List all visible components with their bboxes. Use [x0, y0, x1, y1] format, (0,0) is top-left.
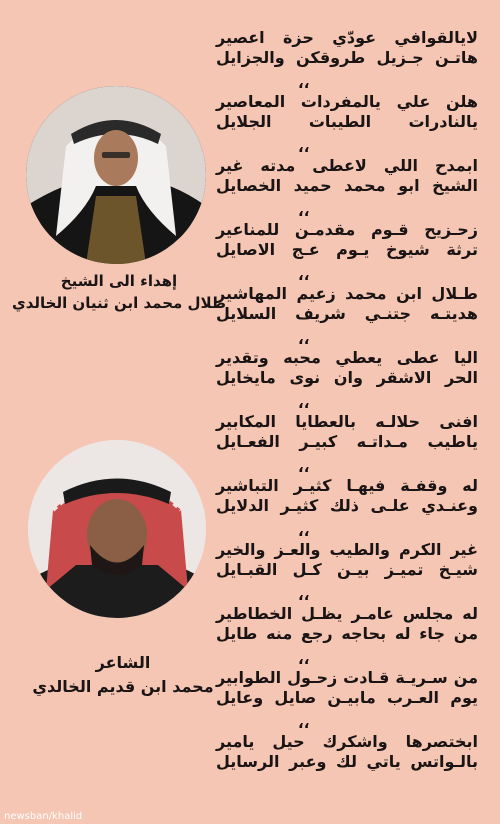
verse-line: يوم العـرب مابيـن صايل وعايل — [216, 688, 478, 707]
verse — [216, 266, 478, 348]
poet-caption — [18, 651, 228, 699]
verse — [216, 522, 478, 604]
verse-line: ياطيب مـداتـه كبيـر الفعـايل — [216, 432, 478, 451]
verse — [216, 650, 478, 732]
verse-line: هاتـن جـزيل طروقكن والجزايل — [216, 48, 478, 67]
verse-line: الشيخ ابو محمد حميد الخصايل — [216, 176, 478, 195]
verse-separator: ،، — [298, 714, 310, 732]
verse-line: ترثة شيوخ يـوم عـج الاصايل — [216, 240, 478, 259]
verse-separator: ،، — [298, 522, 310, 540]
poem — [216, 28, 478, 796]
verse-separator: ،، — [298, 202, 310, 220]
verse — [216, 138, 478, 220]
poet-title: الشاعر — [95, 653, 151, 672]
verse-separator: ،، — [298, 586, 310, 604]
verse-line: من سـريـة قـادت زحـول الطوابير — [216, 668, 478, 687]
verse — [216, 394, 478, 476]
verse-line: الحر الاشقر وان نوى مايخايل — [216, 368, 478, 387]
verse-separator: ،، — [298, 266, 310, 284]
verse-line: طـلال ابن محمد زعيم المهاشير — [216, 284, 478, 303]
verse-separator: ،، — [298, 458, 310, 476]
verse-line: ابمدح اللي لاعطى مدته غير — [216, 156, 478, 175]
verse-separator: ،، — [298, 394, 310, 412]
verse-line: بالـواتس ياتي لك وعبر الرسايل — [216, 752, 478, 771]
watermark: newsban/khalid — [4, 811, 83, 822]
verse-line: هلن علي يالمفردات المعاصير — [216, 92, 478, 111]
verse — [216, 74, 478, 156]
dedication-caption — [6, 270, 232, 314]
dedication-title: إهداء الى الشيخ — [60, 272, 178, 290]
verse-line: اليا عطى يعطي محبه وتقدير — [216, 348, 478, 367]
verse — [216, 330, 478, 412]
verse-line: افنى حلالـه بالعطايا المكابير — [216, 412, 478, 431]
verse — [216, 458, 478, 540]
dedication-name: طلال محمد ابن ثنيان الخالدي — [11, 294, 227, 312]
verse-separator: ،، — [298, 138, 310, 156]
verse-line: هديتـه جتنـي شريف السلايل — [216, 304, 478, 323]
verse-line: شيـخ تميـز بيـن كـل القبـايل — [216, 560, 478, 579]
sheikh-portrait — [26, 86, 206, 264]
verse-line: من جاء له بحاجه رجع منه طايل — [216, 624, 478, 643]
verse-line: زحـزيح قـوم مقدمـن للمناعير — [216, 220, 478, 239]
verse-line: وعنـدي علـى ذلك كثيـر الدلايل — [216, 496, 478, 515]
verse — [216, 28, 478, 92]
verse-line: يالنادرات الطيبات الجلايل — [216, 112, 478, 131]
verse-line: له مجلس عامـر يظـل الخطاطير — [216, 604, 478, 623]
verse-line: لايالقوافي عودّي حزة اعصير — [216, 28, 478, 47]
verse-separator: ،، — [298, 650, 310, 668]
verse-separator: ،، — [298, 330, 310, 348]
verse-line: له وقفـة فيهـا كثيـر التباشير — [216, 476, 478, 495]
verse — [216, 586, 478, 668]
verse — [216, 714, 478, 796]
poet-portrait — [28, 440, 206, 618]
verse — [216, 202, 478, 284]
verse-line: ابختصرها واشكرك حيل يامير — [216, 732, 478, 751]
verse-separator: ،، — [298, 74, 310, 92]
poet-name: محمد ابن قديم الخالدي — [32, 677, 214, 696]
verse-line: غير الكرم والطيب والعـز والخير — [216, 540, 478, 559]
